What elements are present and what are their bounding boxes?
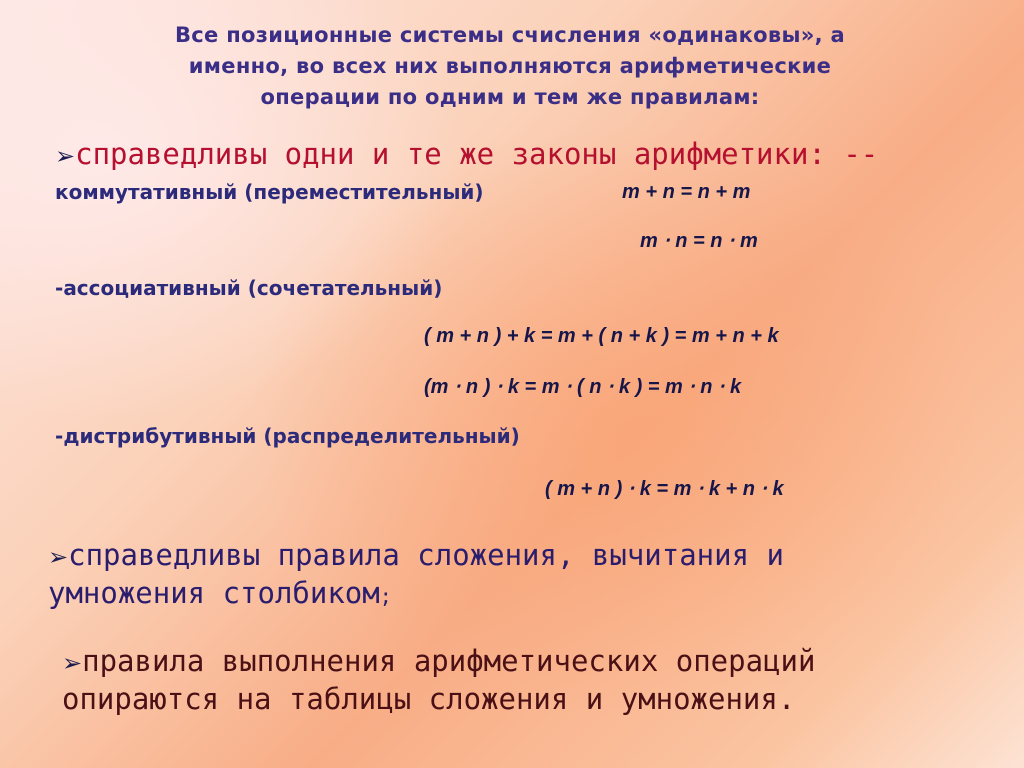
associative-formula-add: ( m + n ) + k = m + ( n + k ) = m + n + k [424,325,779,347]
commutative-label: коммутативный (переместительный) [55,180,484,204]
arrow-bullet-icon: ➢ [48,543,69,571]
intro-line-3: операции по одним и тем же правилам: [260,85,760,109]
distributive-formula: ( m + n ) ⋅ k = m ⋅ k + n ⋅ k [545,478,784,500]
bullet-column-rules [48,538,784,610]
intro-text [60,20,960,113]
associative-formula-mult: (m ⋅ n ) ⋅ k = m ⋅ ( n ⋅ k ) = m ⋅ n ⋅ k [424,376,742,398]
laws-heading-text: справедливы одни и те же законы арифметики: -- [75,137,879,171]
arrow-bullet-icon: ➢ [55,142,76,170]
commutative-formula-mult: m ⋅ n = n ⋅ m [640,230,758,252]
bullet-tables-line-2: опираются на таблицы сложения и умножения. [62,682,796,716]
bullet-column-rules-line-1: справедливы правила сложения, вычитания и [68,538,784,572]
intro-line-2: именно, во всех них выполняются арифметические [188,54,832,78]
bullet-column-rules-suffix: ; [379,584,392,608]
intro-line-1: Все позиционные системы счисления «одинаковы», а [174,23,846,47]
bullet-column-rules-line-2: умножения столбиком [48,576,380,610]
arrow-bullet-icon: ➢ [62,649,83,677]
associative-label-text: ассоциативный (сочетательный) [63,276,443,300]
bullet-tables [62,644,815,716]
laws-heading [55,137,878,171]
commutative-formula-add: m + n = n + m [622,181,751,203]
associative-label: -ассоциативный (сочетательный) [55,276,443,300]
distributive-label-text: дистрибутивный (распределительный) [63,424,520,448]
distributive-label: -дистрибутивный (распределительный) [55,424,520,448]
bullet-tables-line-1: правила выполнения арифметических операций [82,644,816,678]
